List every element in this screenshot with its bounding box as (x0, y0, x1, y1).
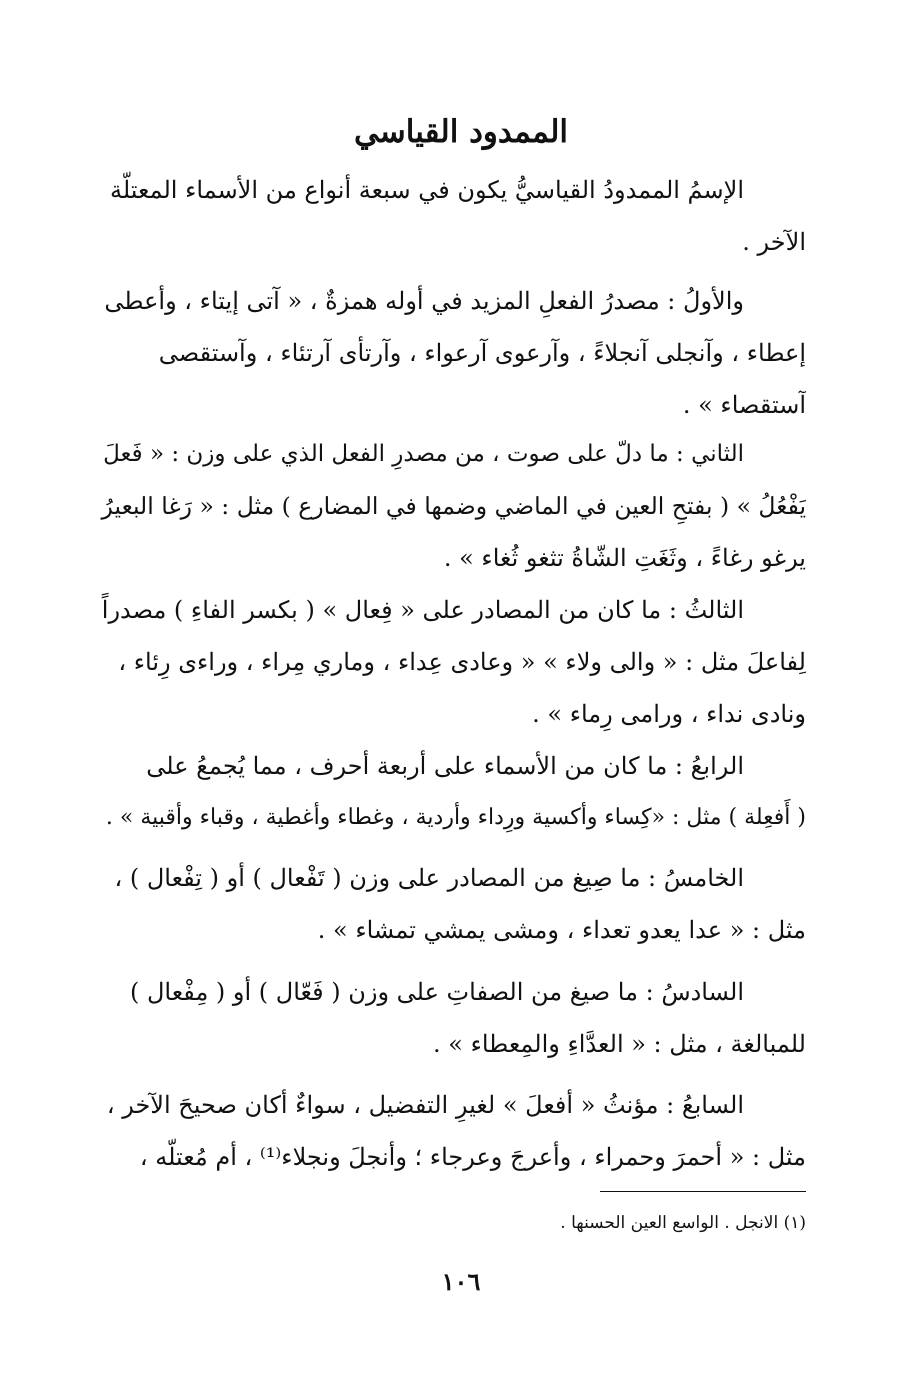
paragraph-line: إعطاء ، وآنجلى آنجلاءً ، وآرعوى آرعواء ، وآرتأى آرتئاء ، وآستقصى (158, 339, 806, 367)
paragraph-line: مثل : « أحمرَ وحمراء ، وأعرجَ وعرجاء ؛ وأنجلَ ونجلاء⁽¹⁾ ، أم مُعتلّه ، (139, 1143, 806, 1171)
paragraph-line: والأولُ : مصدرُ الفعلِ المزيد في أوله همزةٌ ، « آتى إيتاء ، وأعطى (104, 287, 744, 315)
paragraph-line: يَفْعُلُ » ( بفتحِ العين في الماضي وضمها في المضارع ) مثل : « رَغا البعيرُ (101, 492, 806, 520)
paragraph-sixth-type (100, 966, 806, 1070)
page-number: ١٠٦ (441, 1267, 481, 1296)
paragraph-line: مثل : « عدا يعدو تعداء ، ومشى يمشي تمشاء » . (317, 916, 806, 944)
paragraph-line: السابعُ : مؤنثُ « أفعلَ » لغيرِ التفضيل ، سواءٌ أكان صحيحَ الآخر ، (106, 1091, 744, 1119)
paragraph-first-type (100, 275, 806, 431)
paragraph-line: ونادى نداء ، ورامى رِماء » . (532, 700, 806, 728)
footnote: (١) الانجل . الواسع العين الحسنها . (560, 1213, 806, 1233)
paragraph-second-type (100, 428, 806, 584)
paragraph-line: الإسمُ الممدودُ القياسيُّ يكون في سبعة أنواع من الأسماء المعتلّة (109, 176, 744, 204)
footnote-divider (600, 1191, 806, 1192)
paragraph-line: الرابعُ : ما كان من الأسماء على أربعة أحرف ، مما يُجمعُ على (146, 752, 744, 780)
paragraph-line: السادسُ : ما صيغ من الصفاتِ على وزن ( فَعّال ) أو ( مِفْعال ) (129, 978, 744, 1006)
paragraph-line: يرغو رغاءً ، وثَغَتِ الشّاةُ تثغو ثُغاء » . (443, 544, 806, 572)
paragraph-line: للمبالغة ، مثل : « العدَّاءِ والمِعطاء » . (433, 1030, 806, 1058)
paragraph-line: الآخر . (742, 228, 806, 256)
paragraph-fourth-type (100, 740, 806, 844)
paragraph-line: الثالثُ : ما كان من المصادر على « فِعال » ( بكسر الفاءِ ) مصدراً (101, 596, 744, 624)
page-title: الممدود القياسي (353, 114, 569, 150)
paragraph-line: ( أَفعِلة ) مثل : «كِساء وأكسية ورِداء وأردية ، وغطاء وأغطية ، وقباء وأقبية » . (105, 805, 806, 830)
paragraph-line: آستقصاء » . (682, 391, 806, 419)
paragraph-line: لِفاعلَ مثل : « والى ولاء » « وعادى عِداء ، وماري مِراء ، وراءى رِئاء ، (118, 648, 806, 676)
paragraph-third-type (100, 584, 806, 740)
paragraph-line: الثاني : ما دلّ على صوت ، من مصدرِ الفعل الذي على وزن : « فَعلَ (103, 441, 744, 467)
intro-paragraph (100, 164, 806, 268)
paragraph-line: الخامسُ : ما صِيغ من المصادر على وزن ( تَفْعال ) أو ( تِفْعال ) ، (114, 864, 744, 892)
paragraph-seventh-type (100, 1079, 806, 1183)
paragraph-fifth-type (100, 852, 806, 956)
